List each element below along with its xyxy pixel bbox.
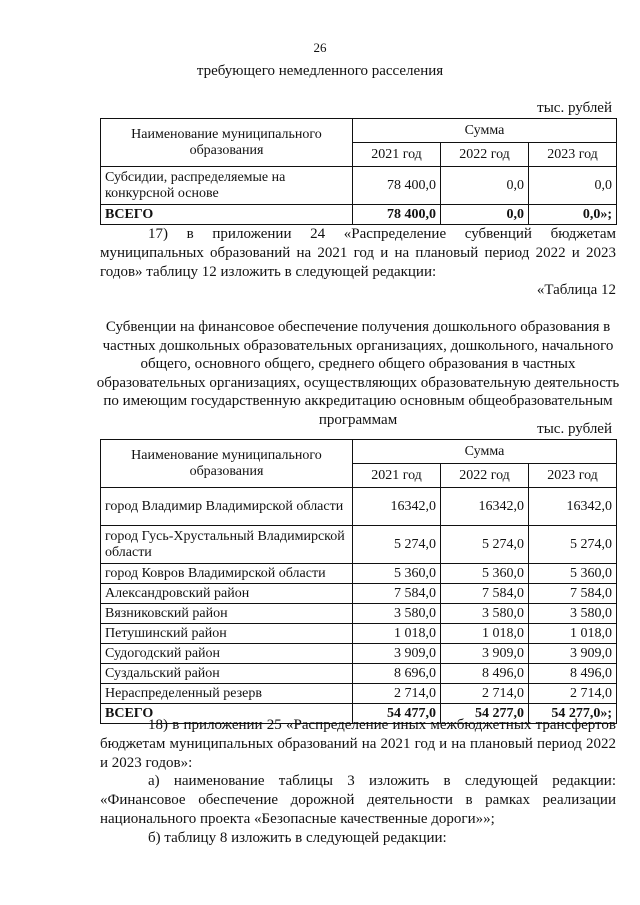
- cell-2023: 3 580,0: [529, 604, 617, 624]
- col-header-year: 2021 год: [353, 464, 441, 488]
- col-header-year: 2021 год: [353, 143, 441, 167]
- table-row: [101, 526, 617, 564]
- table-row: [101, 564, 617, 584]
- cell-2021: 3 580,0: [353, 604, 441, 624]
- cell-2023: 7 584,0: [529, 584, 617, 604]
- col-header-name: Наименование муниципального образования: [101, 119, 353, 167]
- table-row: [101, 664, 617, 684]
- cell-2022: 5 274,0: [441, 526, 529, 564]
- unit-label-1: тыс. рублей: [537, 100, 612, 116]
- table-title: Субвенции на финансовое обеспечение получения дошкольного образования в частных дошкольных образовательных организациях, дошкольного, начального общего, основного общего, среднего общего образования в частных образовательных организациях, осуществляющих образовательную деятельность по имеющим государственную аккредитацию основным общеобразовательным программам: [96, 319, 620, 428]
- total-2022: 54 277,0: [441, 704, 529, 724]
- cell-2023: 1 018,0: [529, 624, 617, 644]
- table-12-label: «Таблица 12: [536, 282, 616, 298]
- row-name: Судогодский район: [101, 644, 353, 664]
- cell-2021: 78 400,0: [353, 167, 441, 205]
- total-2023: 0,0»;: [529, 205, 617, 225]
- col-header-year: 2022 год: [441, 464, 529, 488]
- row-name: город Владимир Владимирской области: [101, 488, 353, 526]
- page-number: 26: [313, 40, 327, 55]
- cell-2022: 5 360,0: [441, 564, 529, 584]
- cell-2022: 7 584,0: [441, 584, 529, 604]
- table-2: [100, 439, 617, 724]
- cell-2021: 8 696,0: [353, 664, 441, 684]
- row-name: Александровский район: [101, 584, 353, 604]
- cell-2021: 5 360,0: [353, 564, 441, 584]
- table-row: [101, 644, 617, 664]
- cell-2021: 7 584,0: [353, 584, 441, 604]
- cell-2022: 2 714,0: [441, 684, 529, 704]
- total-row: [101, 205, 617, 225]
- col-header-year: 2023 год: [529, 143, 617, 167]
- row-name: Нераспределенный резерв: [101, 684, 353, 704]
- cell-2023: 3 909,0: [529, 644, 617, 664]
- row-name: Вязниковский район: [101, 604, 353, 624]
- total-2021: 54 477,0: [353, 704, 441, 724]
- cell-2023: 16342,0: [529, 488, 617, 526]
- table-row: [101, 167, 617, 205]
- table-row: [101, 684, 617, 704]
- total-2021: 78 400,0: [353, 205, 441, 225]
- cell-2022: 8 496,0: [441, 664, 529, 684]
- cell-2022: 16342,0: [441, 488, 529, 526]
- paragraph-18b: б) таблицу 8 изложить в следующей редакции:: [148, 830, 447, 846]
- paragraph-18: 18) в приложении 25 «Распределение иных межбюджетных трансфертов бюджетам муниципальных образований на 2021 год и на плановый период 2022 и 2023 годов»:: [100, 717, 616, 771]
- total-label: ВСЕГО: [101, 205, 353, 225]
- col-header-sum: Сумма: [353, 119, 617, 143]
- cell-2022: 3 580,0: [441, 604, 529, 624]
- paragraph-17: 17) в приложении 24 «Распределение субвенций бюджетам муниципальных образований на 2021 год и на плановый период 2022 и 2023 годов» таблицу 12 изложить в следующей редакции:: [100, 226, 616, 280]
- col-header-year: 2023 год: [529, 464, 617, 488]
- cell-2023: 2 714,0: [529, 684, 617, 704]
- row-name: город Гусь-Хрустальный Владимирской области: [101, 526, 353, 564]
- unit-label-2: тыс. рублей: [537, 421, 612, 437]
- row-name: город Ковров Владимирской области: [101, 564, 353, 584]
- cell-2021: 1 018,0: [353, 624, 441, 644]
- header-line: требующего немедленного расселения: [196, 63, 444, 79]
- cell-2023: 0,0: [529, 167, 617, 205]
- total-2022: 0,0: [441, 205, 529, 225]
- table-row: [101, 604, 617, 624]
- col-header-sum: Сумма: [353, 440, 617, 464]
- cell-2023: 5 274,0: [529, 526, 617, 564]
- cell-2021: 5 274,0: [353, 526, 441, 564]
- table-row: [101, 624, 617, 644]
- total-2023: 54 277,0»;: [529, 704, 617, 724]
- row-name: Суздальский район: [101, 664, 353, 684]
- row-name: Субсидии, распределяемые на конкурсной основе: [101, 167, 353, 205]
- table-1: [100, 118, 617, 225]
- cell-2021: 2 714,0: [353, 684, 441, 704]
- cell-2022: 1 018,0: [441, 624, 529, 644]
- cell-2021: 16342,0: [353, 488, 441, 526]
- cell-2023: 8 496,0: [529, 664, 617, 684]
- col-header-name: Наименование муниципального образования: [101, 440, 353, 488]
- cell-2022: 0,0: [441, 167, 529, 205]
- row-name: Петушинский район: [101, 624, 353, 644]
- table-row: [101, 584, 617, 604]
- cell-2021: 3 909,0: [353, 644, 441, 664]
- cell-2022: 3 909,0: [441, 644, 529, 664]
- col-header-year: 2022 год: [441, 143, 529, 167]
- total-label: ВСЕГО: [101, 704, 353, 724]
- cell-2023: 5 360,0: [529, 564, 617, 584]
- table-row: [101, 488, 617, 526]
- paragraph-18a: а) наименование таблицы 3 изложить в следующей редакции: «Финансовое обеспечение дорожной деятельности в рамках реализации национального проекта «Безопасные качественные дороги»»;: [100, 773, 616, 827]
